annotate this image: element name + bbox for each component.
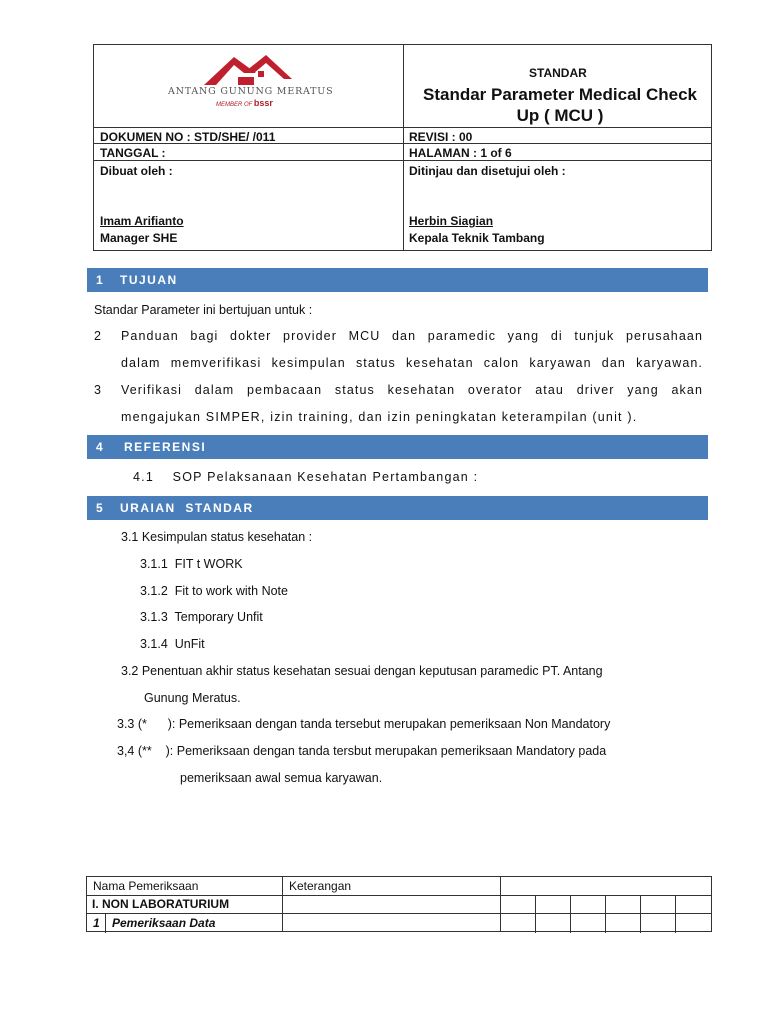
section-number: 1: [96, 273, 105, 287]
table-divider: [535, 895, 536, 933]
company-name: ANTANG GUNUNG MERATUS: [168, 86, 334, 97]
uraian-3-1-2: 3.1.2 Fit to work with Note: [140, 584, 288, 598]
document-title: Standar Parameter Medical Check Up ( MCU ): [422, 85, 697, 125]
company-logo: [198, 51, 298, 89]
bssr-logo: bssr: [253, 98, 273, 108]
uraian-3-3: 3.3 (* ): Pemeriksaan dengan tanda tersebut merupakan pemeriksaan Non Mandatory: [117, 717, 611, 731]
tujuan-item-1-line-1: Panduan bagi dokter provider MCU dan paramedic yang di tunjuk perusahaan: [121, 329, 703, 343]
author-role: Manager SHE: [100, 231, 178, 245]
table-divider: [500, 877, 501, 931]
member-of-text: [216, 98, 273, 108]
table-divider: [105, 913, 106, 933]
doc-type-label: STANDAR: [529, 66, 587, 80]
tujuan-item-1-line-2: dalam memverifikasi kesimpulan status kesehatan calon karyawan dan karyawan.: [121, 356, 703, 370]
section-number: 5: [96, 501, 105, 515]
header-rule: [94, 127, 711, 128]
uraian-3-1-3: 3.1.3 Temporary Unfit: [140, 610, 263, 624]
table-divider: [282, 877, 283, 931]
section-number: 4: [96, 440, 105, 454]
header-rule: [94, 160, 711, 161]
section-bar-tujuan: [87, 268, 708, 292]
table-header-nama: Nama Pemeriksaan: [93, 879, 199, 893]
section-bar-uraian: [87, 496, 708, 520]
section-bar-referensi: [87, 435, 708, 459]
tujuan-item-2-line-1: Verifikasi dalam pembacaan status kesehatan overator atau driver yang akan: [121, 383, 703, 397]
ditinjau-label: Ditinjau dan disetujui oleh :: [409, 164, 566, 178]
table-divider: [605, 895, 606, 933]
dokumen-no: DOKUMEN NO : STD/SHE/ /011: [100, 130, 276, 144]
tanggal: TANGGAL :: [100, 146, 166, 160]
list-number: 2: [94, 329, 101, 343]
halaman: HALAMAN : 1 of 6: [409, 146, 512, 160]
list-number: 3: [94, 383, 101, 397]
tujuan-item-2-line-2: mengajukan SIMPER, izin training, dan izin peningkatan keterampilan (unit ).: [121, 410, 638, 424]
section-label: TUJUAN: [120, 273, 178, 287]
member-of-label: MEMBER OF: [216, 102, 253, 108]
section-label: REFERENSI: [124, 440, 207, 454]
section-label: URAIAN STANDAR: [120, 501, 254, 515]
uraian-3-4-line-2: pemeriksaan awal semua karyawan.: [180, 771, 383, 785]
header-divider: [403, 45, 404, 250]
uraian-3-2-line-1: 3.2 Penentuan akhir status kesehatan sesuai dengan keputusan paramedic PT. Antang: [121, 664, 603, 678]
table-divider: [640, 895, 641, 933]
table-divider: [570, 895, 571, 933]
table-row-pemeriksaan-data: Pemeriksaan Data: [112, 916, 216, 930]
approver-role: Kepala Teknik Tambang: [409, 231, 545, 245]
approver-name: Herbin Siagian: [409, 214, 494, 228]
uraian-3-1-4: 3.1.4 UnFit: [140, 637, 205, 651]
uraian-3-1: 3.1 Kesimpulan status kesehatan :: [121, 530, 313, 544]
referensi-item: 4.1 SOP Pelaksanaan Kesehatan Pertambangan :: [133, 470, 479, 484]
pemeriksaan-table: [86, 876, 712, 932]
revisi: REVISI : 00: [409, 130, 473, 144]
uraian-3-1-1: 3.1.1 FIT t WORK: [140, 557, 243, 571]
tujuan-intro: Standar Parameter ini bertujuan untuk :: [94, 303, 313, 317]
document-header-table: [93, 44, 712, 251]
dibuat-oleh-label: Dibuat oleh :: [100, 164, 173, 178]
uraian-3-2-line-2: Gunung Meratus.: [144, 691, 241, 705]
table-header-keterangan: Keterangan: [289, 879, 352, 893]
table-row-non-lab: I. NON LABORATURIUM: [92, 897, 230, 911]
author-name: Imam Arifianto: [100, 214, 184, 228]
uraian-3-4-line-1: 3,4 (** ): Pemeriksaan dengan tanda tersbut merupakan pemeriksaan Mandatory pada: [117, 744, 607, 758]
table-row-number: 1: [93, 916, 100, 930]
table-divider: [675, 895, 676, 933]
